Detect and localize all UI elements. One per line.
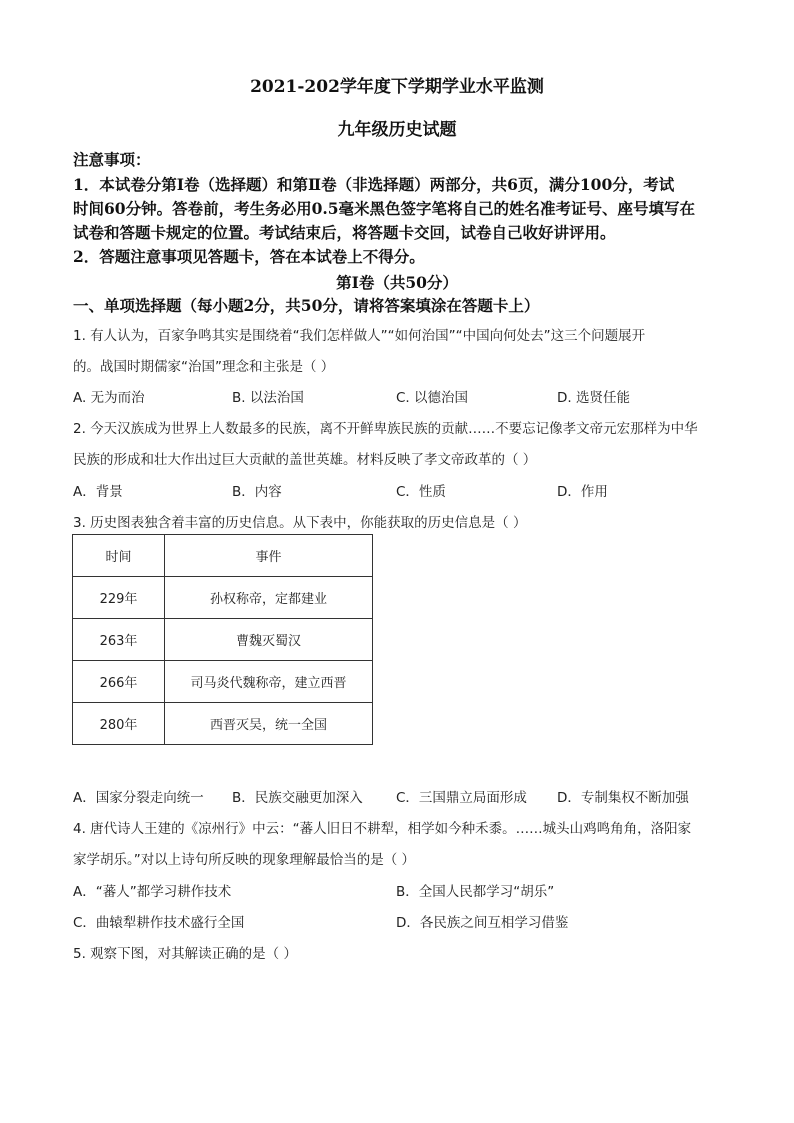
notice-line: 时间60分钟。答卷前，考生务必用0.5毫米黑色签字笔将自己的姓名准考证号、座号填写在: [73, 199, 696, 218]
question-2-option-a: A．背景: [73, 484, 123, 500]
table-cell-year: 266年: [73, 661, 165, 703]
question-4-option-d: D．各民族之间互相学习借鉴: [396, 915, 569, 931]
question-1-option-a: A. 无为而治: [73, 390, 145, 406]
question-2-line: 民族的形成和壮大作出过巨大贡献的盖世英雄。材料反映了孝文帝政革的（ ）: [73, 452, 537, 468]
notice-heading: 注意事项：: [73, 150, 151, 169]
question-3-option-a: A．国家分裂走向统一: [73, 790, 204, 806]
question-1-option-d: D. 选贤任能: [557, 390, 630, 406]
table-row: [73, 703, 373, 745]
question-1-option-b: B. 以法治国: [232, 390, 304, 406]
question-3-option-d: D．专制集权不断加强: [557, 790, 689, 806]
table-cell-year: 263年: [73, 619, 165, 661]
question-4-option-c: C．曲辕犁耕作技术盛行全国: [73, 915, 245, 931]
question-4-option-a: A．“蕃人”都学习耕作技术: [73, 884, 232, 900]
table-row: [73, 577, 373, 619]
question-1-line: 1. 有人认为，百家争鸣其实是围绕着“我们怎样做人”“如何治国”“中国向何处去”这三个问题展开: [73, 328, 646, 344]
table-cell-year: 229年: [73, 577, 165, 619]
question-4-line: 4. 唐代诗人王建的《凉州行》中云：“蕃人旧日不耕犁，相学如今种禾黍。……城头山鸡鸣角角，洛阳家: [73, 821, 692, 837]
table-row: [73, 619, 373, 661]
section-heading: 一、单项选择题（每小题2分，共50分，请将答案填涂在答题卡上）: [73, 296, 540, 315]
question-2-option-c: C．性质: [396, 484, 446, 500]
table-header-event: 事件: [165, 535, 373, 577]
table-cell-year: 280年: [73, 703, 165, 745]
question-5-line: 5. 观察下图，对其解读正确的是（ ）: [73, 946, 297, 962]
notice-line: 试卷和答题卡规定的位置。考试结束后，将答题卡交回，试卷自己收好讲评用。: [73, 223, 616, 242]
question-1-line: 的。战国时期儒家“治国”理念和主张是（ ）: [73, 359, 335, 375]
question-3-option-c: C．三国鼎立局面形成: [396, 790, 527, 806]
question-2-line: 2. 今天汉族成为世界上人数最多的民族，离不开鲜卑族民族的贡献……不要忘记像孝文帝元宏那样为中华: [73, 421, 698, 437]
table-cell-event: 曹魏灭蜀汉: [165, 619, 373, 661]
question-4-option-b: B．全国人民都学习“胡乐”: [396, 884, 555, 900]
table-row: [73, 661, 373, 703]
table-cell-event: 司马炎代魏称帝，建立西晋: [165, 661, 373, 703]
table-cell-event: 西晋灭吴，统一全国: [165, 703, 373, 745]
question-2-option-b: B．内容: [232, 484, 282, 500]
notice-line: 1．本试卷分第Ⅰ卷（选择题）和第Ⅱ卷（非选择题）两部分，共6页，满分100分，考试: [73, 175, 675, 194]
history-table: [72, 534, 373, 745]
exam-title: 2021-202学年度下学期学业水平监测: [250, 77, 544, 97]
table-header-time: 时间: [73, 535, 165, 577]
section-title: 第Ⅰ卷（共50分）: [336, 273, 458, 292]
notice-line: 2．答题注意事项见答题卡，答在本试卷上不得分。: [73, 247, 425, 266]
exam-subtitle: 九年级历史试题: [337, 120, 457, 140]
question-2-option-d: D．作用: [557, 484, 608, 500]
table-header-row: [73, 535, 373, 577]
question-3-option-b: B．民族交融更加深入: [232, 790, 363, 806]
table-cell-event: 孙权称帝，定都建业: [165, 577, 373, 619]
question-4-line: 家学胡乐。”对以上诗句所反映的现象理解最恰当的是（ ）: [73, 852, 416, 868]
question-1-option-c: C. 以德治国: [396, 390, 469, 406]
question-3-line: 3. 历史图表独含着丰富的历史信息。从下表中，你能获取的历史信息是（ ）: [73, 515, 527, 531]
